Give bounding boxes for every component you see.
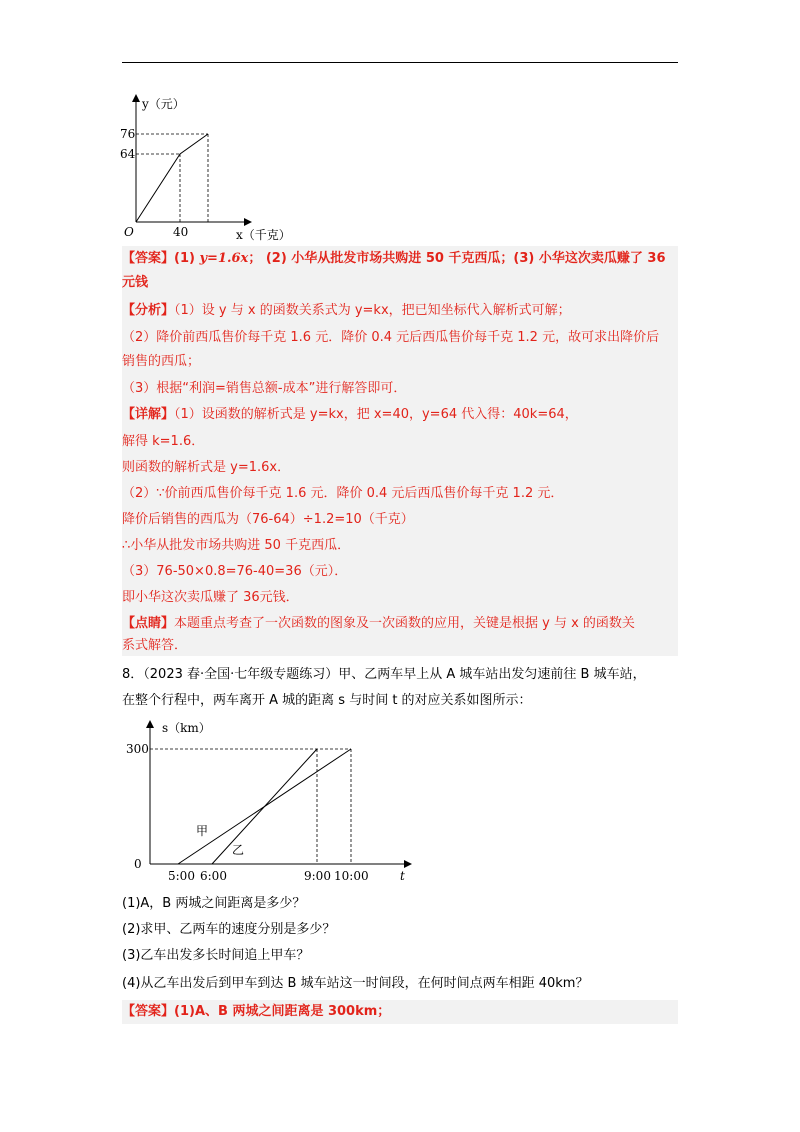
detail-line-2: 解得 k=1.6．: [122, 434, 205, 449]
detail-line-7: （3）76-50×0.8=76-40=36（元）．: [122, 564, 348, 579]
s-axis-label: s（km）: [162, 721, 211, 735]
subquestion-3: (3)乙车出发多长时间追上甲车？: [122, 948, 310, 963]
t-tick-5: 5:00: [168, 869, 195, 883]
analysis-line-2: （2）降价前西瓜售价每千克 1.6 元．降价 0.4 元后西瓜售价每千克 1.2 元，故可求出降价后: [122, 330, 660, 345]
y-tick-64: 64: [120, 147, 136, 161]
answer-line-2: 元钱: [122, 275, 149, 290]
t-tick-6: 6:00: [200, 869, 227, 883]
comment-line-1: [122, 614, 678, 634]
answer-part-2: ； (2) 小华从批发市场共购进 50 千克西瓜；(3) 小华这次卖瓜赚了 36: [248, 251, 666, 266]
detail-line-1: [122, 405, 678, 425]
detail-text-1: （1）设函数的解析式是 y=kx，把 x=40，y=64 代入得：40k=64，: [174, 407, 578, 422]
price-weight-graph: [118, 92, 298, 242]
comment-text-1: 本题重点考查了一次函数的图象及一次函数的应用，关键是根据 y 与 x 的函数关: [174, 616, 635, 631]
x-axis-label: x（千克）: [236, 228, 291, 242]
detail-line-6: ∴小华从批发市场共购进 50 千克西瓜．: [122, 538, 351, 553]
question-8-line-1: 8．（2023 春·全国·七年级专题练习）甲、乙两车早上从 A 城车站出发匀速前往 B 城车站，: [122, 667, 646, 682]
question-8-line-2: 在整个行程中，两车离开 A 城的距离 s 与时间 t 的对应关系如图所示：: [122, 693, 532, 708]
analysis-text-1: （1）设 y 与 x 的函数关系式为 y=kx，把已知坐标代入解析式可解；: [174, 303, 571, 318]
s-tick-300: 300: [126, 742, 149, 756]
comment-line-2: 系式解答．: [122, 638, 188, 653]
subquestion-2: (2)求甲、乙两车的速度分别是多少？: [122, 922, 336, 937]
subquestion-4: (4)从乙车出发后到甲车到达 B 城车站这一时间段，在何时间点两车相距 40km？: [122, 976, 589, 991]
t-axis-label: t: [400, 869, 405, 883]
answer-line-1: [122, 249, 678, 269]
detail-line-3: 则函数的解析式是 y=1.6x．: [122, 460, 291, 475]
detail-line-5: 降价后销售的西瓜为（76-64）÷1.2=10（千克）: [122, 512, 414, 527]
comment-tag: 【点睛】: [122, 616, 175, 631]
answer-tag: 【答案】: [122, 251, 175, 266]
header-rule: [122, 62, 678, 63]
distance-time-graph: [126, 718, 416, 886]
detail-line-8: 即小华这次卖瓜赚了 36元钱．: [122, 590, 299, 605]
analysis-tag: 【分析】: [122, 303, 175, 318]
series-label-yi: 乙: [232, 843, 245, 857]
y-axis-label: y（元）: [142, 97, 185, 111]
t-tick-10: 10:00: [334, 869, 369, 883]
detail-line-4: （2）∵价前西瓜售价每千克 1.6 元．降价 0.4 元后西瓜售价每千克 1.2 元．: [122, 486, 564, 501]
detail-tag: 【详解】: [122, 407, 175, 422]
origin-label: O: [124, 225, 134, 239]
t-tick-9: 9:00: [304, 869, 331, 883]
answer-8-tag: 【答案】: [122, 1004, 175, 1019]
y-tick-76: 76: [120, 127, 136, 141]
answer-part-1: (1): [174, 251, 200, 266]
answer-8-text: (1)A、B 两城之间距离是 300km；: [174, 1004, 391, 1019]
analysis-line-1: [122, 301, 678, 321]
analysis-line-4: （3）根据“利润=销售总额-成本”进行解答即可．: [122, 381, 407, 396]
series-label-jia: 甲: [196, 824, 209, 838]
x-tick-40: 40: [173, 225, 189, 239]
subquestion-1: (1)A，B 两城之间距离是多少？: [122, 896, 306, 911]
series-yi: [212, 749, 317, 864]
s-tick-0: 0: [134, 857, 142, 871]
answer-8-line: [122, 1002, 678, 1022]
analysis-line-3: 销售的西瓜；: [122, 354, 201, 369]
price-line: [136, 134, 208, 222]
answer-equation: y=1.6x: [199, 251, 249, 266]
